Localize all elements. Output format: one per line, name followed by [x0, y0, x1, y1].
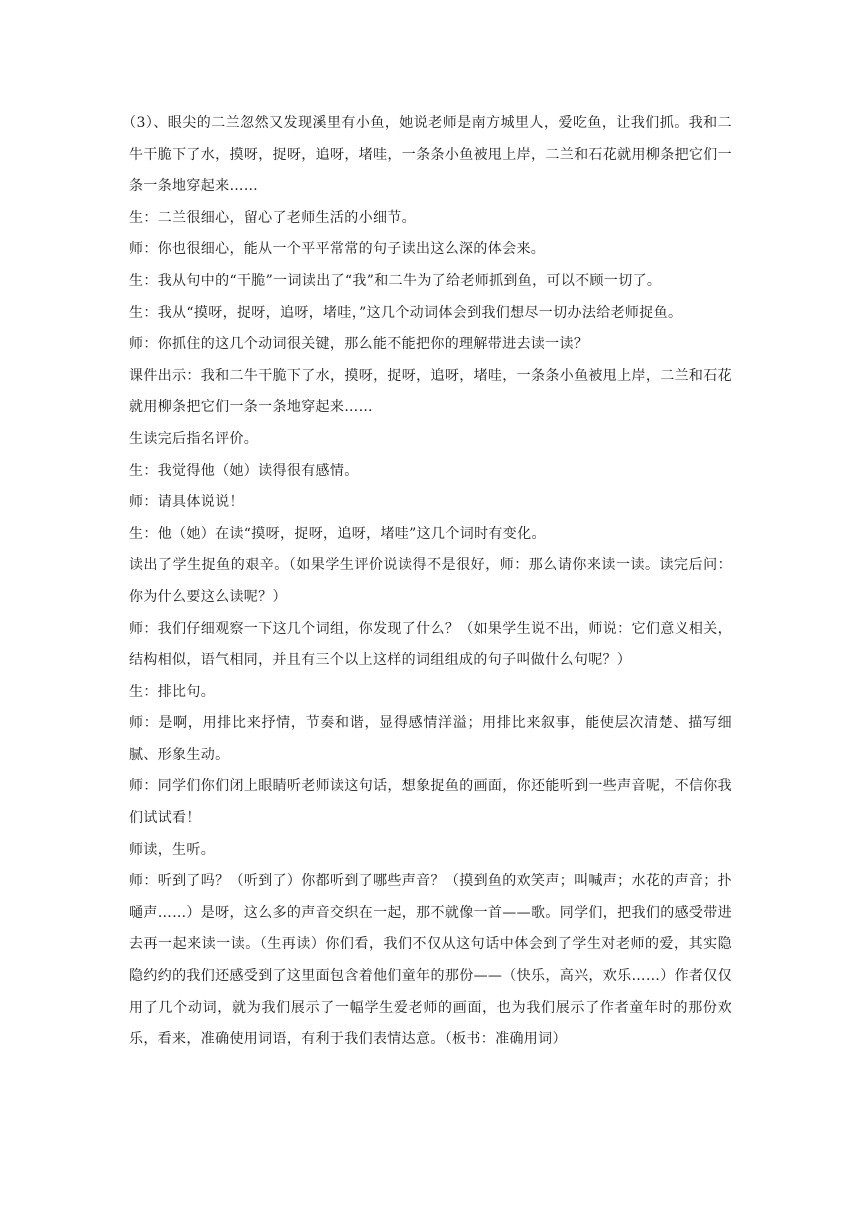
paragraph-teacher-3: 师：请具体说说！ [129, 494, 244, 511]
paragraph-student-1: 生：二兰很细心，留心了老师生活的小细节。 [129, 209, 416, 226]
paragraph-listen-note: 师读，生听。 [129, 841, 216, 858]
paragraph-teacher-6: 师：同学们你们闭上眼睛听老师读这句话，想象捉鱼的画面，你还能听到一些声音呢，不信你我们试试看！ [129, 778, 732, 827]
paragraph-teacher-2: 师：你抓住的这几个动词很关键，那么能不能把你的理解带进去读一读？ [129, 336, 589, 353]
paragraph-teacher-7: 师：听到了吗？（听到了）你都听到了哪些声音？（摸到鱼的欢笑声；叫喊声；水花的声音；扑嗵声……）是呀，这么多的声音交织在一起，那不就像一首——歌。同学们，把我们的感受带进去再一起来读一读。（生再读）你们看，我们不仅从这句话中体会到了学生对老师的爱，其实隐隐约约的我们还感受到了这里面包含着他们童年的那份——（快乐，高兴，欢乐……）作者仅仅用了几个动词，就为我们展示了一幅学生爱老师的画面，也为我们展示了作者童年时的那份欢乐，看来，准确使用词语，有利于我们表情达意。（板书：准确用词） [129, 873, 732, 1048]
paragraph-excerpt-3: （3）、眼尖的二兰忽然又发现溪里有小鱼，她说老师是南方城里人，爱吃鱼，让我们抓。我和二牛干脆下了水，摸呀，捉呀，追呀，堵哇，一条条小鱼被甩上岸，二兰和石花就用柳条把它们一条一条地穿起来…… [122, 115, 732, 195]
paragraph-student-6: 生：排比句。 [129, 683, 216, 700]
paragraph-teacher-5: 师：是啊，用排比来抒情，节奏和谐，显得感情洋溢；用排比来叙事，能使层次清楚、描写细腻、形象生动。 [129, 715, 732, 763]
paragraph-teacher-4: 师：我们仔细观察一下这几个词组，你发现了什么？（如果学生说不出，师说：它们意义相关，结构相似，语气相同，并且有三个以上这样的词组组成的句子叫做什么句呢？） [129, 620, 732, 669]
paragraph-teacher-1: 师：你也很细心，能从一个平平常常的句子读出这么深的体会来。 [129, 241, 546, 258]
paragraph-courseware: 课件出示：我和二牛干脆下了水，摸呀，捉呀，追呀，堵哇，一条条小鱼被甩上岸，二兰和石花就用柳条把它们一条一条地穿起来…… [129, 367, 732, 416]
paragraph-student-3: 生：我从“摸呀，捉呀，追呀，堵哇，”这几个动词体会到我们想尽一切办法给老师捉鱼。 [129, 304, 683, 321]
paragraph-evaluation-note: 生读完后指名评价。 [129, 430, 259, 447]
paragraph-student-2: 生：我从句中的“干脆”一词读出了“我”和二牛为了给老师抓到鱼，可以不顾一切了。 [129, 272, 662, 289]
paragraph-reading-note: 读出了学生捉鱼的艰辛。（如果学生评价说读得不是很好，师：那么请你来读一读。读完后问：你为什么要这么读呢？） [129, 557, 732, 605]
paragraph-student-4: 生：我觉得他（她）读得很有感情。 [129, 462, 359, 479]
document-page [122, 108, 732, 1056]
paragraph-student-5: 生：他（她）在读“摸呀，捉呀，追呀，堵哇”这几个词时有变化。 [129, 525, 546, 542]
